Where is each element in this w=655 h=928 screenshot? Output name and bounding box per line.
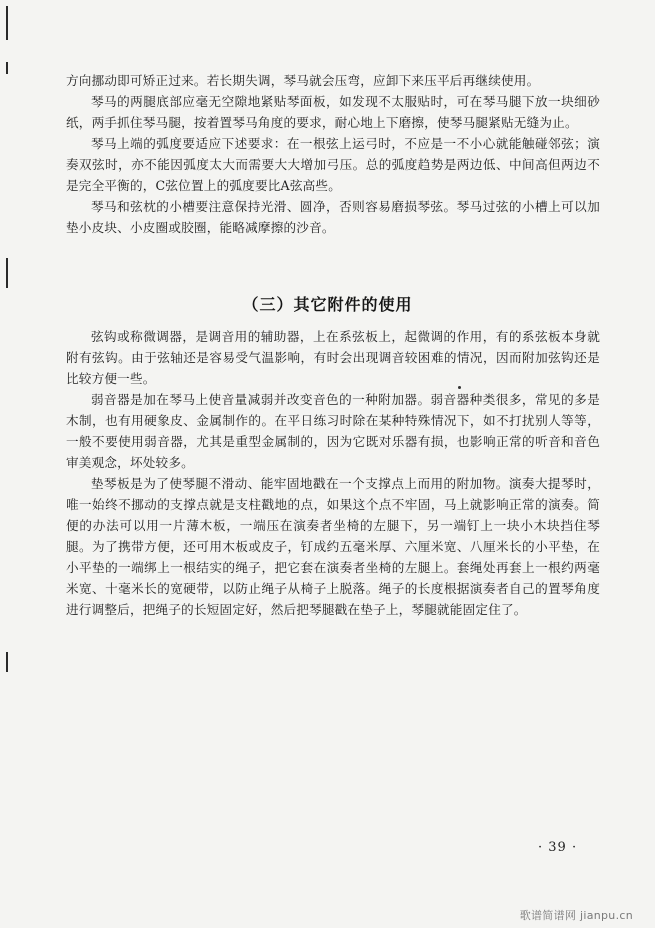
paragraph: 弦钩或称微调器，是调音用的辅助器，上在系弦板上，起微调的作用，有的系弦板本身就附有弦钩。由于弦轴还是容易受气温影响，有时会出现调音较困难的情况，因而附加弦钩还是比较方便一些。: [66, 329, 600, 386]
paragraph: 弱音器是加在琴马上使音量减弱并改变音色的一种附加器。弱音器种类很多，常见的多是木制，也有用硬象皮、金属制作的。在平日练习时除在某种特殊情况下，如不打扰别人等等，一般不要使用弱音器，尤其是重型金属制的，因为它既对乐器有损，也影响正常的听音和音色审美观念，坏处较多。: [66, 392, 600, 470]
binding-mark: [6, 6, 8, 40]
paragraph: 方向挪动即可矫正过来。若长期失调，琴马就会压弯，应卸下来压平后再继续使用。: [66, 73, 540, 88]
paragraph: 琴马和弦枕的小槽要注意保持光滑、圆净，否则容易磨损琴弦。琴马过弦的小槽上可以加垫小皮块、小皮圈或胶圈，能略减摩擦的沙音。: [66, 199, 600, 235]
paragraph: 琴马的两腿底部应毫无空隙地紧贴琴面板，如发现不太服贴时，可在琴马腿下放一块细砂纸，两手抓住琴马腿，按着置琴马角度的要求，耐心地上下磨擦，使琴马腿紧贴无缝为止。: [66, 94, 600, 130]
binding-mark: [6, 258, 8, 288]
top-text-block: [66, 70, 600, 238]
section-text-block: [66, 326, 600, 620]
paragraph: 垫琴板是为了使琴腿不滑动、能牢固地戳在一个支撑点上而用的附加物。演奏大提琴时，唯一始终不挪动的支撑点就是支柱戳地的点，如果这个点不牢固，马上就影响正常的演奏。简便的办法可以用一片薄木板，一端压在演奏者坐椅的左腿下，另一端钉上一块小木块挡住琴腿。为了携带方便，还可用木板或皮子，钉成约五毫米厚、六厘米宽、八厘米长的小平垫，在小平垫的一端绑上一根结实的绳子，把它套在演奏者坐椅的左腿上。套绳处再套上一根约两毫米宽、十毫米长的宽硬带，以防止绳子从椅子上脱落。绳子的长度根据演奏者自己的置琴角度进行调整后，把绳子的长短固定好，然后把琴腿戳在垫子上，琴腿就能固定住了。: [66, 476, 600, 617]
binding-mark: [6, 652, 8, 672]
watermark: 歌谱简谱网 jianpu.cn: [519, 909, 633, 922]
section-heading: （三）其它附件的使用: [242, 295, 413, 314]
binding-mark: [6, 62, 8, 74]
page-number: · 39 ·: [538, 840, 578, 855]
speck: [458, 386, 461, 389]
paragraph: 琴马上端的弧度要适应下述要求：在一根弦上运弓时，不应是一不小心就能触碰邻弦；演奏双弦时，亦不能因弧度太大而需要大大增加弓压。总的弧度趋势是两边低、中间高但两边不是完全平衡的，C弦位置上的弧度要比A弦高些。: [66, 136, 600, 193]
